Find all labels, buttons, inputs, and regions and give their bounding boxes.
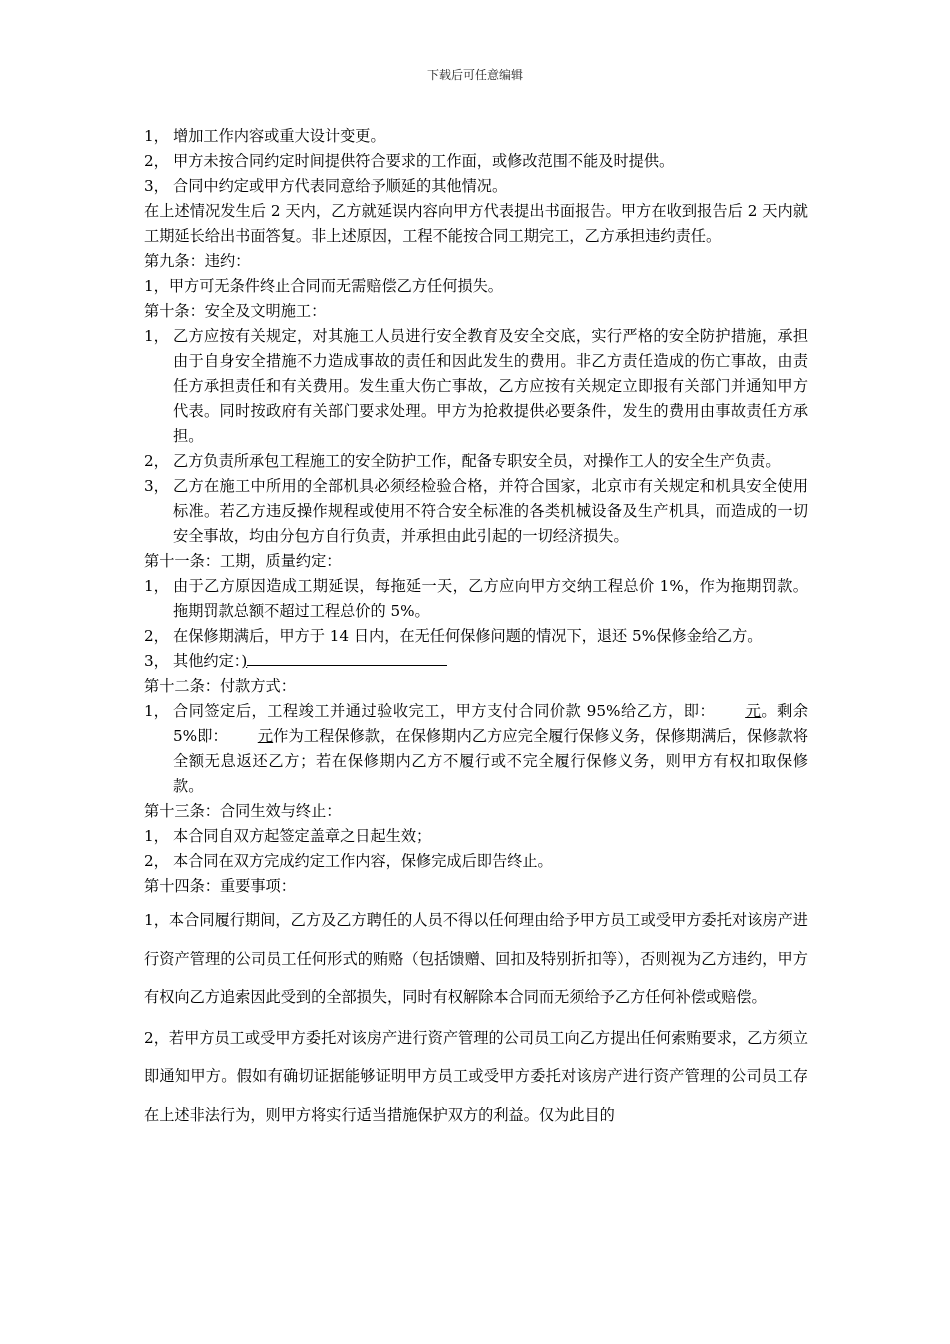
- list-item: [144, 149, 808, 174]
- item-number: 1，: [144, 702, 169, 720]
- item-text: 乙方应按有关规定，对其施工人员进行安全教育及安全交底，实行严格的安全防护措施，承担由于自身安全措施不力造成事故的责任和因此发生的费用。非乙方责任造成的伤亡事故，由责任方承担责任和有关费用。发生重大伤亡事故，乙方应按有关规定立即报有关部门并通知甲方代表。同时按政府有关部门要求处理。甲方为抢救提供必要条件，发生的费用由事故责任方承担。: [173, 327, 808, 445]
- payment-part-3: 作为工程保修款，在保修期内乙方应完全履行保修义务，保修期满后，保修款将全额无息返还乙方；若在保修期内乙方不履行或不完全履行保修义务，则甲方有权扣取保修款。: [173, 727, 809, 795]
- item-number: 1，: [144, 577, 169, 595]
- item-number: 3，: [144, 177, 169, 195]
- other-terms-paren: ): [241, 652, 248, 670]
- item-text: 增加工作内容或重大设计变更。: [173, 127, 386, 145]
- item-number: 2，: [144, 452, 169, 470]
- item-number: 1，: [144, 827, 169, 845]
- item-number: 3，: [144, 652, 169, 670]
- item-number: 1，: [144, 327, 169, 345]
- list-item: [144, 849, 808, 874]
- list-item: [144, 474, 808, 549]
- item-number: 2，: [144, 627, 169, 645]
- article-9-title: 第九条：违约：: [144, 252, 251, 270]
- item-text: 本合同在双方完成约定工作内容，保修完成后即告终止。: [173, 852, 553, 870]
- article-14-para-2: 2，若甲方员工或受甲方委托对该房产进行资产管理的公司员工向乙方提出任何索贿要求，乙方须立即通知甲方。假如有确切证据能够证明甲方员工或受甲方委托对该房产进行资产管理的公司员工存在上述非法行为，则甲方将实行适当措施保护双方的利益。仅为此目的: [144, 1028, 808, 1124]
- item-text: 乙方在施工中所用的全部机具必须经检验合格，并符合国家，北京市有关规定和机具安全使用标准。若乙方违反操作规程或使用不符合安全标准的各类机械设备及生产机具，而造成的一切安全事故，均由分包方自行负责，并承担由此引起的一切经济损失。: [173, 477, 808, 545]
- item-number: 2，: [144, 852, 169, 870]
- payment-part-1: 合同签定后，工程竣工并通过验收完工，甲方支付合同价款 95%给乙方，即：: [173, 702, 716, 720]
- list-item: [144, 824, 808, 849]
- article-10-title: 第十条：安全及文明施工：: [144, 302, 327, 320]
- item-text: 由于乙方原因造成工期延误，每拖延一天，乙方应向甲方交纳工程总价 1%，作为拖期罚款。拖期罚款总额不超过工程总价的 5%。: [173, 577, 808, 620]
- item-text: [173, 699, 808, 799]
- article-14-para-1: 1，本合同履行期间，乙方及乙方聘任的人员不得以任何理由给予甲方员工或受甲方委托对该房产进行资产管理的公司员工任何形式的贿赂（包括馈赠、回扣及特别折扣等），否则视为乙方违约，甲方有权向乙方追索因此受到的全部损失，同时有权解除本合同而无须给予乙方任何补偿或赔偿。: [144, 911, 808, 1006]
- item-text: 在保修期满后，甲方于 14 日内，在无任何保修问题的情况下，退还 5%保修金给乙方。: [173, 627, 763, 645]
- payment-part-2: 。剩余 5%即：: [173, 702, 809, 745]
- item-text: 本合同自双方起签定盖章之日起生效；: [173, 827, 432, 845]
- article-12-title: 第十二条：付款方式：: [144, 677, 296, 695]
- list-item: [144, 649, 808, 674]
- list-item: [144, 699, 808, 799]
- item-text: 乙方负责所承包工程施工的安全防护工作，配备专职安全员，对操作工人的安全生产负责。: [173, 452, 781, 470]
- list-item: [144, 124, 808, 149]
- list-item: [144, 174, 808, 199]
- list-item: [144, 574, 808, 624]
- article-13-title: 第十三条：合同生效与终止：: [144, 802, 342, 820]
- item-text: [173, 649, 808, 674]
- item-text: 合同中约定或甲方代表同意给予顺延的其他情况。: [173, 177, 508, 195]
- document-body: [144, 124, 808, 1134]
- item-number: 2，: [144, 152, 169, 170]
- item-text: 甲方未按合同约定时间提供符合要求的工作面，或修改范围不能及时提供。: [173, 152, 675, 170]
- list-item: [144, 324, 808, 449]
- article-11-title: 第十一条：工期，质量约定：: [144, 552, 342, 570]
- page-header: 下载后可任意编辑: [426, 68, 523, 82]
- article-14-title: 第十四条：重要事项：: [144, 877, 296, 895]
- other-terms-label: 其他约定：: [173, 652, 242, 670]
- fill-in-blank: [247, 651, 447, 666]
- list-item: [144, 624, 808, 649]
- list-item: [144, 449, 808, 474]
- item-number: 3，: [144, 477, 169, 495]
- delay-paragraph: 在上述情况发生后 2 天内，乙方就延误内容向甲方代表提出书面报告。甲方在收到报告后 2 天内就工期延长给出书面答复。非上述原因，工程不能按合同工期完工，乙方承担违约责任。: [144, 202, 808, 245]
- article-9-line: 1，甲方可无条件终止合同而无需赔偿乙方任何损失。: [144, 277, 503, 295]
- yuan-label: 元: [745, 702, 762, 720]
- item-number: 1，: [144, 127, 169, 145]
- yuan-label: 元: [257, 727, 274, 745]
